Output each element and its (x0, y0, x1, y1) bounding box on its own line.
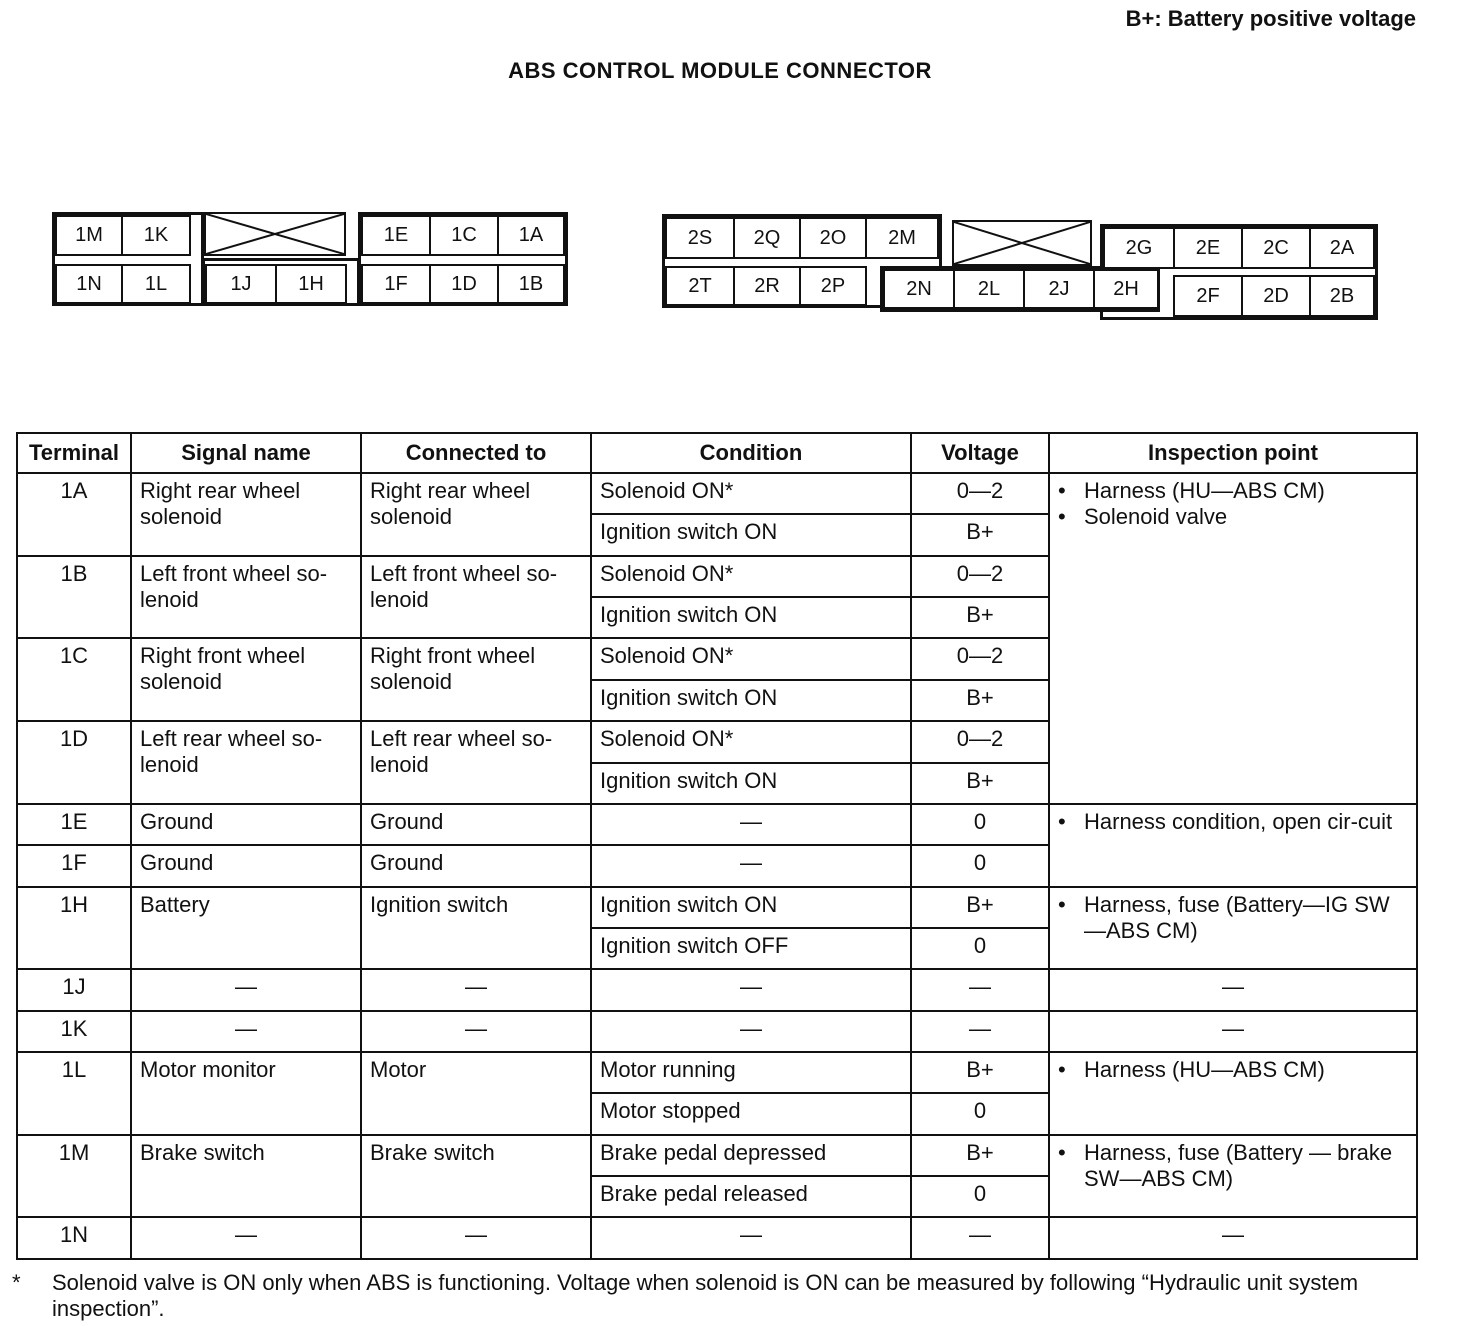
connected-cell: — (361, 1011, 591, 1052)
voltage-cell: 0—2 (911, 473, 1049, 514)
condition-cell: Ignition switch ON (591, 887, 911, 928)
pin-2A: 2A (1309, 227, 1375, 269)
pin-1H: 1H (275, 264, 347, 304)
footnote-mark: * (12, 1270, 21, 1295)
condition-cell: — (591, 1217, 911, 1259)
terminal-cell: 1D (17, 721, 131, 804)
pin-2N: 2N (883, 269, 955, 309)
voltage-cell: 0—2 (911, 721, 1049, 762)
terminal-cell: 1N (17, 1217, 131, 1259)
connected-cell: Motor (361, 1052, 591, 1135)
voltage-cell: 0 (911, 1176, 1049, 1217)
pin-2H: 2H (1093, 269, 1159, 309)
pin-2C: 2C (1241, 227, 1311, 269)
table-row (17, 1052, 1417, 1093)
connected-cell: Right rear wheel solenoid (361, 473, 591, 556)
table-header-row (17, 433, 1417, 473)
inspection-item: • Harness, fuse (Battery—IG SW—ABS CM) (1058, 892, 1408, 944)
condition-cell: Solenoid ON* (591, 556, 911, 597)
pin-2P: 2P (799, 266, 867, 306)
condition-cell: Solenoid ON* (591, 638, 911, 679)
pin-1B: 1B (497, 264, 565, 304)
terminal-spec-table (16, 432, 1418, 1260)
voltage-cell: 0 (911, 1093, 1049, 1134)
connector-1-blank-cavity (204, 212, 346, 256)
voltage-cell: B+ (911, 514, 1049, 555)
header-signal-name: Signal name (131, 433, 361, 473)
inspection-item: • Harness (HU—ABS CM) (1058, 478, 1325, 503)
table-row (17, 969, 1417, 1010)
pin-1A: 1A (497, 215, 565, 256)
pin-2D: 2D (1241, 275, 1311, 317)
pin-1L: 1L (121, 264, 191, 304)
table-row (17, 473, 1417, 514)
condition-cell: Ignition switch ON (591, 680, 911, 721)
inspection-item: • Harness condition, open cir-cuit (1058, 808, 1393, 834)
signal-cell: Ground (131, 845, 361, 886)
condition-cell: Motor stopped (591, 1093, 911, 1134)
inspection-item: • Harness (HU—ABS CM) (1058, 1057, 1325, 1083)
voltage-cell: B+ (911, 1135, 1049, 1176)
voltage-cell: 0 (911, 804, 1049, 845)
inspection-text: Harness (HU—ABS CM) (1084, 478, 1325, 503)
voltage-cell: B+ (911, 680, 1049, 721)
pin-1F: 1F (361, 264, 431, 304)
condition-cell: — (591, 804, 911, 845)
terminal-cell: 1L (17, 1052, 131, 1135)
signal-cell: Battery (131, 887, 361, 970)
signal-cell: Motor monitor (131, 1052, 361, 1135)
connected-cell: Left front wheel so-lenoid (361, 556, 591, 639)
signal-cell: — (131, 1011, 361, 1052)
inspection-cell: — (1049, 969, 1417, 1010)
table-row (17, 1011, 1417, 1052)
voltage-cell: 0—2 (911, 556, 1049, 597)
terminal-cell: 1B (17, 556, 131, 639)
voltage-cell: B+ (911, 1052, 1049, 1093)
condition-cell: Ignition switch ON (591, 597, 911, 638)
signal-cell: Left front wheel so-lenoid (131, 556, 361, 639)
inspection-cell (1049, 1052, 1417, 1135)
connected-cell: Ground (361, 804, 591, 845)
connected-cell: Left rear wheel so-lenoid (361, 721, 591, 804)
table-row (17, 1217, 1417, 1259)
voltage-cell: B+ (911, 597, 1049, 638)
header-connected-to: Connected to (361, 433, 591, 473)
connected-cell: — (361, 969, 591, 1010)
table-row (17, 887, 1417, 928)
condition-cell: — (591, 969, 911, 1010)
signal-cell: Ground (131, 804, 361, 845)
terminal-cell: 1C (17, 638, 131, 721)
voltage-cell: — (911, 1011, 1049, 1052)
inspection-text: Harness, fuse (Battery—IG SW—ABS CM) (1084, 891, 1390, 943)
terminal-cell: 1J (17, 969, 131, 1010)
pin-1N: 1N (55, 264, 123, 304)
voltage-cell: 0 (911, 928, 1049, 969)
inspection-cell (1049, 804, 1417, 887)
condition-cell: Ignition switch ON (591, 514, 911, 555)
condition-cell: Solenoid ON* (591, 473, 911, 514)
pin-2L: 2L (953, 269, 1025, 309)
inspection-text: Harness, fuse (Battery — brake SW—ABS CM) (1084, 1139, 1393, 1191)
connected-cell: — (361, 1217, 591, 1259)
inspection-item: • Harness, fuse (Battery — brake SW—ABS CM) (1058, 1140, 1408, 1192)
condition-cell: Motor running (591, 1052, 911, 1093)
voltage-cell: — (911, 969, 1049, 1010)
pin-2O: 2O (799, 217, 867, 259)
table-row (17, 804, 1417, 845)
page-title: ABS CONTROL MODULE CONNECTOR (508, 58, 932, 83)
connected-cell: Ground (361, 845, 591, 886)
condition-cell: Ignition switch ON (591, 763, 911, 804)
inspection-cell: — (1049, 1217, 1417, 1259)
inspection-text: Harness (HU—ABS CM) (1084, 1057, 1325, 1083)
signal-cell: — (131, 969, 361, 1010)
voltage-cell: 0 (911, 845, 1049, 886)
terminal-cell: 1A (17, 473, 131, 556)
pin-1E: 1E (361, 215, 431, 256)
terminal-cell: 1F (17, 845, 131, 886)
pin-2R: 2R (733, 266, 801, 306)
voltage-cell: — (911, 1217, 1049, 1259)
condition-cell: — (591, 845, 911, 886)
voltage-cell: 0—2 (911, 638, 1049, 679)
terminal-cell: 1E (17, 804, 131, 845)
connected-cell: Brake switch (361, 1135, 591, 1218)
signal-cell: Right front wheel solenoid (131, 638, 361, 721)
condition-cell: Ignition switch OFF (591, 928, 911, 969)
voltage-cell: B+ (911, 887, 1049, 928)
signal-cell: Right rear wheel solenoid (131, 473, 361, 556)
inspection-cell (1049, 1135, 1417, 1218)
pin-1D: 1D (429, 264, 499, 304)
inspection-cell (1049, 887, 1417, 970)
pin-2B: 2B (1309, 275, 1375, 317)
pin-1C: 1C (429, 215, 499, 256)
inspection-item: • Solenoid valve (1058, 504, 1228, 529)
inspection-cell (1049, 473, 1417, 804)
pin-1M: 1M (55, 215, 123, 256)
pin-2M: 2M (865, 217, 939, 259)
header-inspection-point: Inspection point (1049, 433, 1417, 473)
condition-cell: Brake pedal released (591, 1176, 911, 1217)
terminal-cell: 1M (17, 1135, 131, 1218)
pin-2S: 2S (665, 217, 735, 259)
footnote (12, 1270, 1412, 1322)
footnote-text: Solenoid valve is ON only when ABS is functioning. Voltage when solenoid is ON can be measured by following “Hydraulic unit system inspection”. (52, 1270, 1359, 1321)
legend-text: B+: Battery positive voltage (1125, 6, 1416, 31)
header-condition: Condition (591, 433, 911, 473)
pin-1K: 1K (121, 215, 191, 256)
voltage-cell: B+ (911, 763, 1049, 804)
connected-cell: Ignition switch (361, 887, 591, 970)
inspection-text: Solenoid valve (1084, 504, 1228, 529)
header-terminal: Terminal (17, 433, 131, 473)
signal-cell: Brake switch (131, 1135, 361, 1218)
pin-2J: 2J (1023, 269, 1095, 309)
pin-2Q: 2Q (733, 217, 801, 259)
table-row (17, 1135, 1417, 1176)
header-voltage: Voltage (911, 433, 1049, 473)
inspection-text: Harness condition, open cir-cuit (1084, 808, 1393, 834)
terminal-cell: 1H (17, 887, 131, 970)
signal-cell: Left rear wheel so-lenoid (131, 721, 361, 804)
connected-cell: Right front wheel solenoid (361, 638, 591, 721)
condition-cell: Brake pedal depressed (591, 1135, 911, 1176)
connector-2-blank-cavity (952, 220, 1092, 266)
pin-2G: 2G (1103, 227, 1175, 269)
pin-2T: 2T (665, 266, 735, 306)
pin-2E: 2E (1173, 227, 1243, 269)
signal-cell: — (131, 1217, 361, 1259)
condition-cell: Solenoid ON* (591, 721, 911, 762)
pin-1J: 1J (205, 264, 277, 304)
condition-cell: — (591, 1011, 911, 1052)
terminal-cell: 1K (17, 1011, 131, 1052)
inspection-cell: — (1049, 1011, 1417, 1052)
pin-2F: 2F (1173, 275, 1243, 317)
